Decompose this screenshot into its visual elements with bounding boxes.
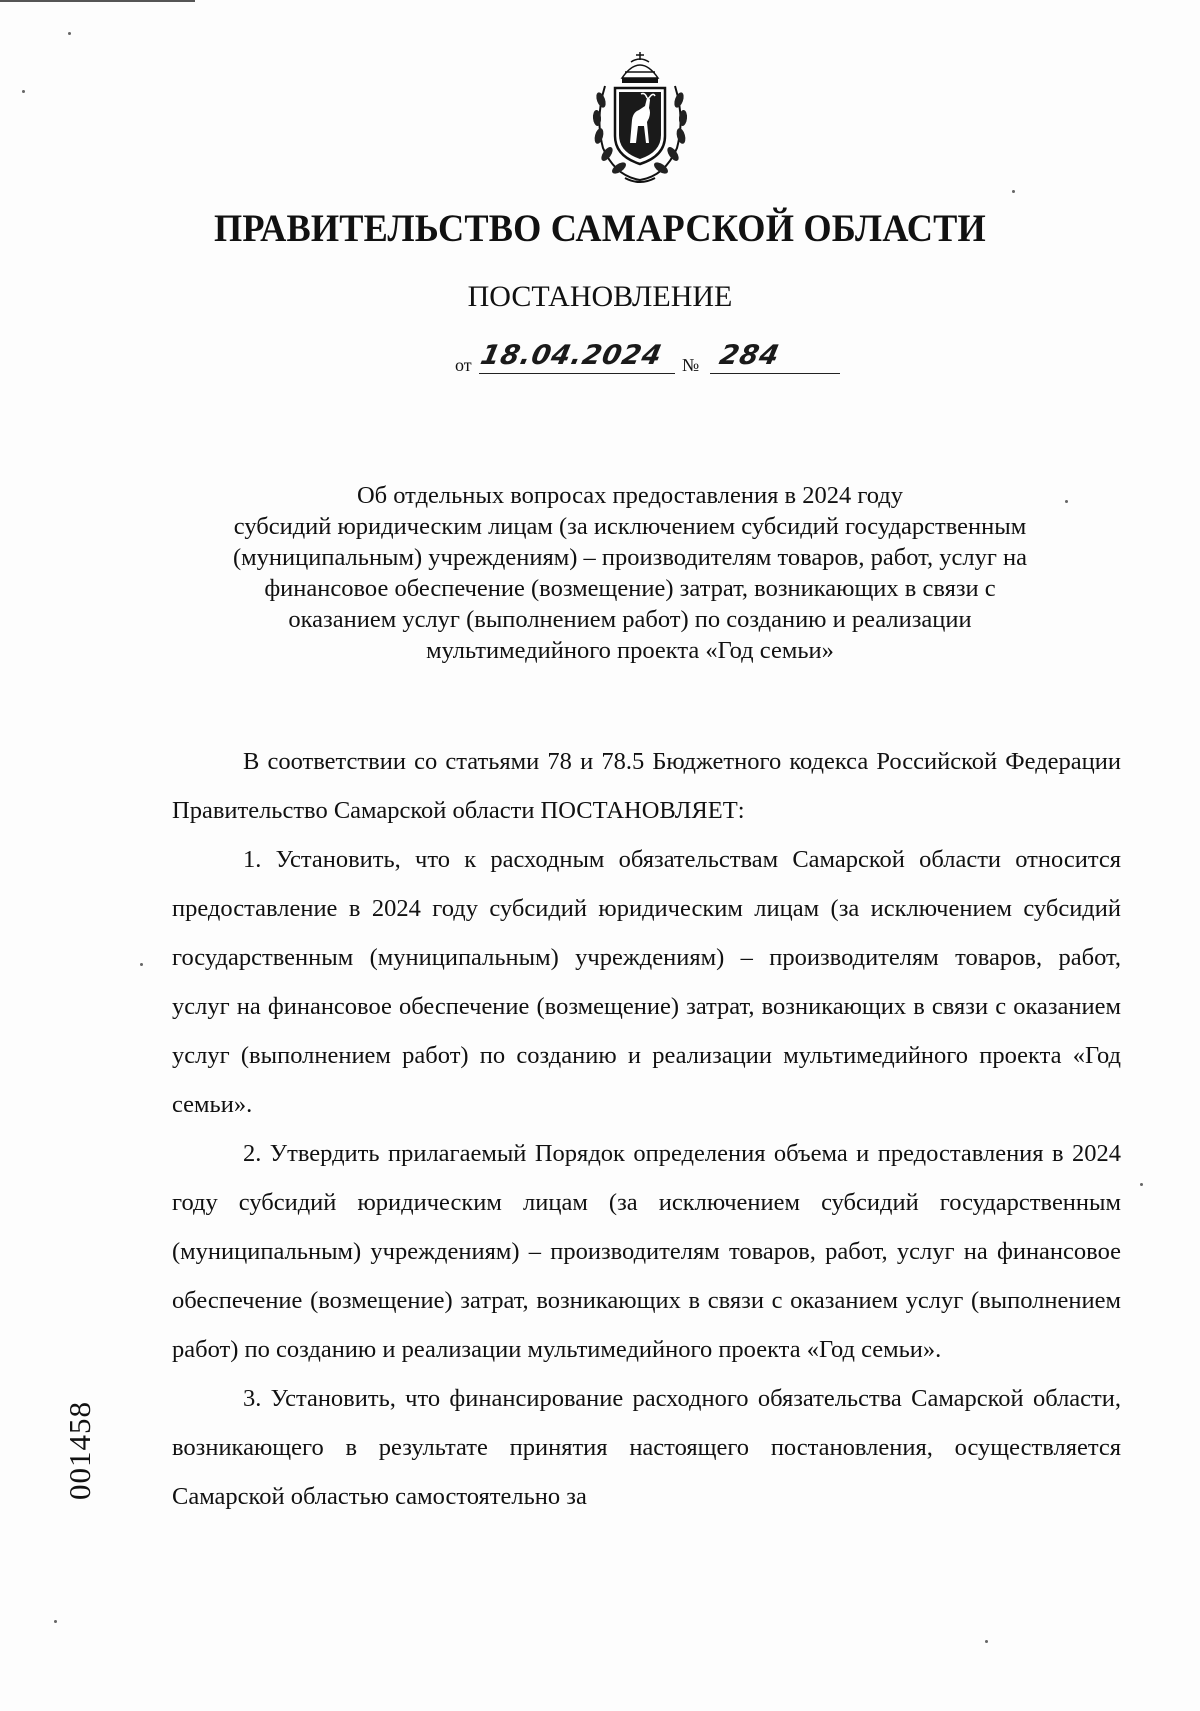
subject-line: Об отдельных вопросах предоставления в 2024 году [356,482,904,509]
document-subject [160,480,1100,666]
document-body [172,737,1121,1521]
subject-line: финансовое обеспечение (возмещение) затрат, возникающих в связи с [264,575,996,602]
preamble-paragraph: В соответствии со статьями 78 и 78.5 Бюджетного кодекса Российской Федерации Правительство Самарской области ПОСТАНОВЛЯЕТ: [172,748,1121,824]
scan-speck [54,1620,57,1623]
scan-speck [1065,500,1068,503]
scan-speck [22,90,25,93]
coat-of-arms-emblem [575,48,705,188]
clause-1-paragraph: 1. Установить, что к расходным обязательствам Самарской области относится предоставление в 2024 году субсидий юридическим лицам (за исключением субсидий государственным (муниципальным) учреждениям) – производителям товаров, работ, услуг на финансовое обеспечение (возмещение) затрат, возникающих в связи с оказанием услуг (выполнением работ) по созданию и реализации мультимедийного проекта «Год семьи». [172,846,1121,1118]
number-label: № [682,355,700,375]
scan-speck [985,1640,988,1643]
clause-2-paragraph: 2. Утвердить прилагаемый Порядок определения объема и предоставления в 2024 году субсидий юридическим лицам (за исключением субсидий государственным (муниципальным) учреждениям) – производителям товаров, работ, услуг на финансовое обеспечение (возмещение) затрат, возникающих в связи с оказанием услуг (выполнением работ) по созданию и реализации мультимедийного проекта «Год семьи». [172,1140,1121,1363]
date-label: от [455,355,472,375]
margin-serial-number: 001458 [62,1401,97,1500]
date-field [479,338,675,374]
subject-line: субсидий юридическим лицам (за исключением субсидий государственным [233,513,1027,540]
clause-3-paragraph: 3. Установить, что финансирование расходного обязательства Самарской области, возникающего в результате принятия настоящего постановления, осуществляется Самарской областью самостоятельно за [172,1385,1121,1510]
document-type: ПОСТАНОВЛЕНИЕ [467,280,733,313]
subject-line: оказанием услуг (выполнением работ) по созданию и реализации [288,606,972,633]
scan-speck [140,963,143,966]
number-field [710,338,840,374]
subject-line: (муниципальным) учреждениям) – производителям товаров, работ, услуг на [232,544,1028,571]
scan-speck [68,32,71,35]
government-title: ПРАВИТЕЛЬСТВО САМАРСКОЙ ОБЛАСТИ [214,207,986,250]
registration-line [455,338,875,378]
handwritten-date: 18.04.2024 [477,340,666,371]
scan-speck [1140,1183,1143,1186]
scan-speck [1012,190,1015,193]
handwritten-number: 284 [716,340,783,371]
subject-line: мультимедийного проекта «Год семьи» [426,637,834,664]
scan-edge-line [0,0,195,2]
